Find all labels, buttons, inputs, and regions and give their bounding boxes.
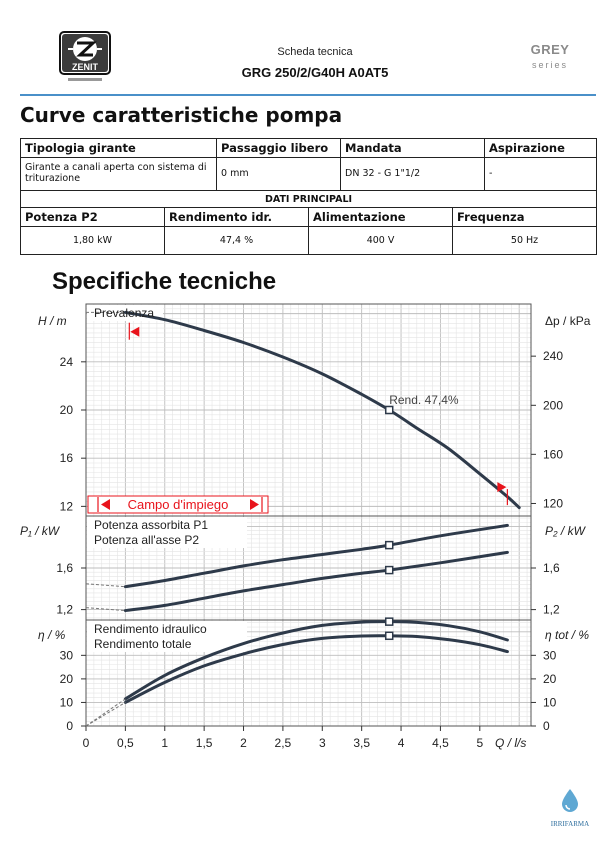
header-frequenza: Frequenza bbox=[453, 208, 597, 227]
y-axis-label-eta-tot: η tot / % bbox=[545, 628, 590, 642]
y-tick-label-left: 16 bbox=[59, 451, 73, 466]
x-tick-label: 2,5 bbox=[274, 736, 292, 750]
x-tick-label: 4,5 bbox=[432, 736, 449, 750]
value-aspirazione: - bbox=[485, 158, 597, 191]
pump-model: GRG 250/2/G40H A0AT5 bbox=[241, 65, 389, 80]
curve-lead-in bbox=[86, 584, 125, 587]
section-title: Curve caratteristiche pompa bbox=[20, 103, 343, 127]
svg-text:ZENIT: ZENIT bbox=[72, 62, 98, 72]
series-name: GREY bbox=[530, 42, 570, 57]
y-tick-label-left: 30 bbox=[59, 648, 73, 663]
pump-curves-chart bbox=[0, 300, 615, 760]
y-axis-label-pressure: Δp / kPa bbox=[545, 314, 591, 328]
header-tipologia: Tipologia girante bbox=[21, 139, 217, 158]
chart-title: Specifiche tecniche bbox=[52, 268, 277, 295]
x-tick-label: 1,5 bbox=[195, 736, 213, 750]
x-tick-label: 3 bbox=[318, 736, 326, 750]
header-rule bbox=[20, 94, 596, 96]
curve-potenza-all-asse-p2 bbox=[125, 552, 507, 610]
y-tick-label-right: 200 bbox=[543, 398, 564, 413]
band-dati-principali: DATI PRINCIPALI bbox=[21, 191, 597, 208]
y-tick-label-right: 160 bbox=[543, 447, 564, 462]
value-mandata: DN 32 - G 1"1/2 bbox=[341, 158, 485, 191]
y-tick-label-left: 1,6 bbox=[56, 561, 73, 575]
x-tick-label: 0 bbox=[82, 736, 90, 750]
series-badge bbox=[515, 42, 585, 70]
x-tick-label: 0,5 bbox=[117, 736, 134, 750]
header-potenza: Potenza P2 bbox=[21, 208, 165, 227]
x-tick-label: 4 bbox=[397, 736, 405, 750]
range-label: Campo d'impiego bbox=[127, 497, 229, 512]
legend-entry: Potenza assorbita P1 bbox=[94, 518, 209, 532]
y-tick-label-left: 20 bbox=[59, 671, 73, 686]
y-tick-label-right: 30 bbox=[543, 648, 557, 663]
y-tick-label-right: 240 bbox=[543, 349, 564, 364]
header-alimentazione: Alimentazione bbox=[309, 208, 453, 227]
duty-point-marker bbox=[386, 618, 393, 625]
irrifarma-logo bbox=[540, 788, 600, 832]
y-tick-label-right: 10 bbox=[543, 695, 557, 710]
zenit-logo bbox=[58, 30, 112, 86]
duty-point-marker bbox=[386, 407, 393, 414]
y-tick-label-left: 0 bbox=[66, 719, 73, 733]
y-tick-label-right: 1,6 bbox=[543, 561, 560, 575]
y-tick-label-right: 0 bbox=[543, 719, 550, 733]
value-alimentazione: 400 V bbox=[309, 227, 453, 255]
doc-type: Scheda tecnica bbox=[277, 46, 353, 58]
y-tick-label-left: 24 bbox=[59, 354, 73, 369]
series-word: series bbox=[531, 60, 568, 70]
y-tick-label-right: 120 bbox=[543, 496, 564, 511]
x-tick-label: 2 bbox=[240, 736, 247, 750]
header-mandata: Mandata bbox=[341, 139, 485, 158]
irrifarma-name: IRRIFARMA bbox=[550, 820, 590, 828]
value-potenza: 1,80 kW bbox=[21, 227, 165, 255]
legend-entry: Rendimento totale bbox=[94, 637, 192, 651]
y-tick-label-right: 20 bbox=[543, 671, 557, 686]
duty-point-marker bbox=[386, 567, 393, 574]
value-frequenza: 50 Hz bbox=[453, 227, 597, 255]
y-tick-label-left: 10 bbox=[59, 695, 73, 710]
header-rendimento: Rendimento idr. bbox=[165, 208, 309, 227]
y-axis-label-head: H / m bbox=[38, 314, 67, 328]
curve-lead-in bbox=[86, 702, 125, 726]
x-tick-label: 3,5 bbox=[353, 736, 371, 750]
x-tick-label: 5 bbox=[476, 736, 484, 750]
duty-point-marker bbox=[386, 542, 393, 549]
legend-entry: Prevalenza bbox=[94, 306, 155, 320]
y-axis-label-p1: P₁ / kW bbox=[20, 524, 60, 538]
value-passaggio: 0 mm bbox=[217, 158, 341, 191]
header-aspirazione: Aspirazione bbox=[485, 139, 597, 158]
value-rendimento: 47,4 % bbox=[165, 227, 309, 255]
y-tick-label-left: 20 bbox=[59, 403, 73, 417]
legend-entry: Rendimento idraulico bbox=[94, 622, 207, 636]
x-axis-label: Q / l/s bbox=[495, 736, 527, 750]
duty-point-marker bbox=[386, 632, 393, 639]
y-tick-label-left: 1,2 bbox=[56, 602, 73, 617]
legend-entry: Potenza all'asse P2 bbox=[94, 533, 200, 547]
duty-annotation: Rend. 47,4% bbox=[389, 393, 459, 407]
y-axis-label-p2: P₂ / kW bbox=[545, 524, 585, 538]
header-passaggio: Passaggio libero bbox=[217, 139, 341, 158]
spec-table bbox=[20, 138, 597, 255]
y-tick-label-right: 1,2 bbox=[543, 602, 560, 617]
water-drop-icon bbox=[560, 788, 580, 814]
x-tick-label: 1 bbox=[161, 736, 169, 750]
value-tipologia: Girante a canali aperta con sistema di triturazione bbox=[21, 158, 217, 191]
y-axis-label-eta: η / % bbox=[38, 628, 66, 642]
y-tick-label-left: 12 bbox=[59, 499, 73, 514]
curve-lead-in bbox=[86, 608, 125, 611]
